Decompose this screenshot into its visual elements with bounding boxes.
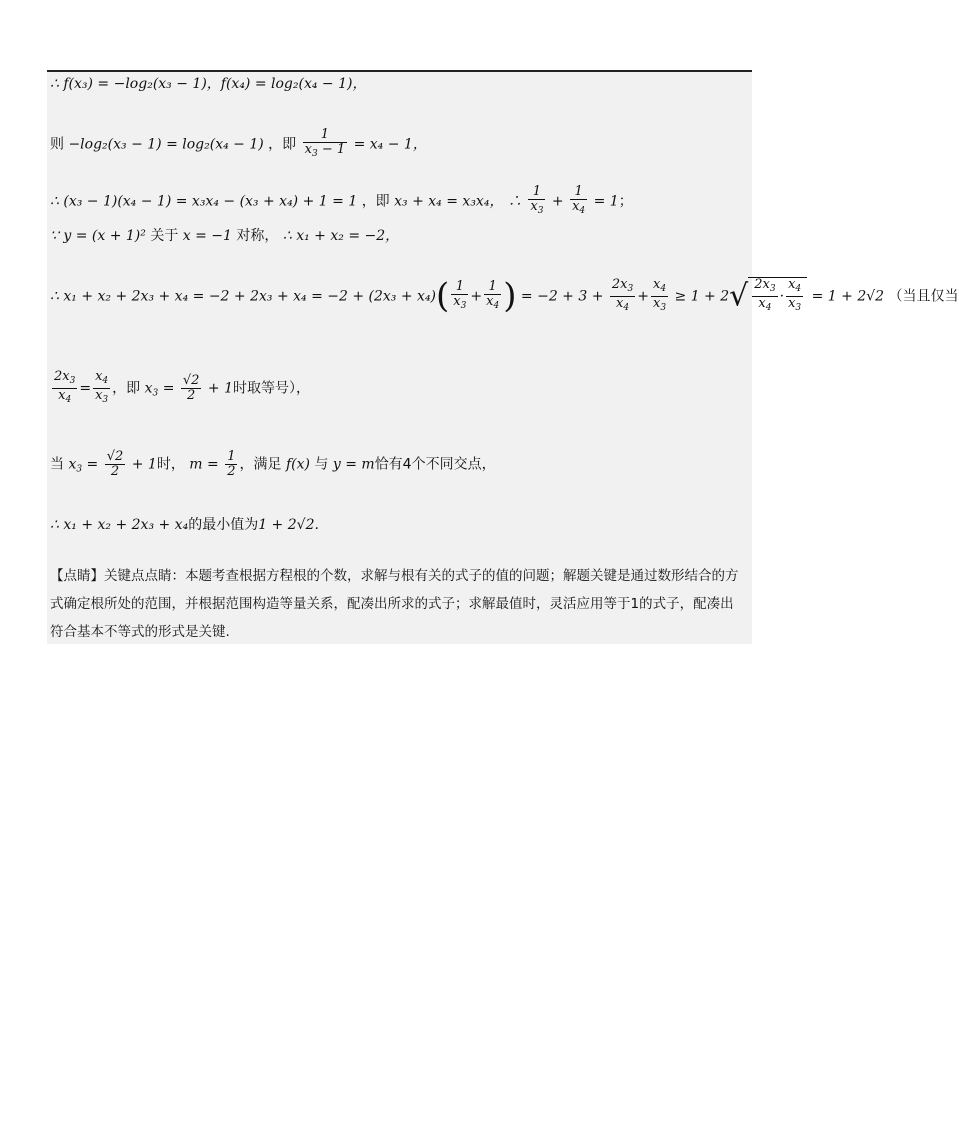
text-four-intersections: 恰有4个不同交点， <box>374 456 496 473</box>
equation-line-8: ∴ x₁ + x₂ + 2x₃ + x₄的最小值为1 + 2√2. <box>50 517 319 533</box>
fraction-1-over-x3: $\frac{1}{x_3}$ <box>530 184 544 216</box>
text-time: 时， <box>156 456 185 473</box>
fraction-x4-over-x3: $\frac{x_4}{x_3}$ <box>652 276 667 313</box>
fraction-1-over-x4: $\frac{1}{x_4}$ <box>486 278 500 311</box>
fraction-1-over-2: $\frac{1}{2}$ <box>227 449 236 479</box>
sqrt-product: $\frac{2x_3}{x_4}$ · $\frac{x_4}{x_3}$ <box>748 277 807 315</box>
text-satisfies: ，满足 <box>239 456 282 473</box>
eq-answer: 1 + 2√2 <box>258 517 315 533</box>
text-about: 关于 <box>150 228 179 244</box>
eq-sum-equals-product: x₃ + x₄ = x₃x₄ <box>394 193 490 210</box>
eq-axis: x = −1 <box>182 228 232 244</box>
fraction-1-over-x3-minus-1: $\frac{1}{x_3 - 1}$ <box>304 127 346 159</box>
equation-line-4 <box>50 228 399 245</box>
text-min-value-is: 的最小值为 <box>188 517 259 533</box>
equation-line-1 <box>50 76 366 93</box>
fraction-2x3-over-x4: $\frac{2x_3}{x_4}$ <box>54 369 76 405</box>
equation-line-6: $\frac{2x_3}{x_4}$ = $\frac{x_4}{x_3}$ ，即 $x_3$ = $\frac{√2}{2}$ + 1时取等号）， <box>54 369 310 405</box>
text-symmetric: 对称， <box>236 228 279 244</box>
fraction-x4-over-x3: $\frac{x_4}{x_3}$ <box>95 369 109 405</box>
text-ie: ，即 <box>112 380 141 397</box>
equation-line-3: ∴ (x₃ − 1)(x₄ − 1) = x₃x₄ − (x₃ + x₄) + 1 = 1 ，即 x₃ + x₄ = x₃x₄， ∴ $\frac{1}{x_3}$ + $\frac{1}{x_4}$ = 1； <box>50 184 633 216</box>
eq-target-sum: ∴ x₁ + x₂ + 2x₃ + x₄ <box>50 517 189 533</box>
eq-min-value: = 1 + 2√2 <box>811 288 885 305</box>
key-point-note: 【点睛】关键点点睛：本题考查根据方程根的个数，求解与根有关的式子的值的问题；解题关键是通过数形结合的方式确定根所处的范围，并根据范围构造等量关系，配凑出所求的式子；求解最值时，灵活应用等于1的式子，配凑出符合基本不等式的形式是关键. <box>50 568 739 640</box>
text-ie: ，即 <box>268 136 297 153</box>
eq-expand: = −2 + 3 + <box>520 288 604 305</box>
text-then: 则 <box>50 136 64 153</box>
text-ie: ，即 <box>361 193 390 210</box>
text-iff: （当且仅当 <box>888 288 959 305</box>
eq-f-x3-x4: ∴ f(x₃) = −log₂(x₃ − 1)，f(x₄) = log₂(x₄ − 1)， <box>50 76 367 92</box>
text-semicolon: ； <box>618 193 633 210</box>
eq-y-equals-m: y = m <box>332 456 375 473</box>
eq-sum-rewrite: ∴ x₁ + x₂ + 2x₃ + x₄ = −2 + 2x₃ + x₄ = −2 + (2x₃ + x₄) <box>50 288 437 305</box>
fraction-1-over-x3: $\frac{1}{x_3}$ <box>453 278 467 311</box>
equation-line-2 <box>50 128 427 161</box>
top-rule <box>47 70 752 72</box>
fraction-sqrt2-over-2: $\frac{√2}{2}$ <box>106 449 124 479</box>
eq-x1-plus-x2: ∴ x₁ + x₂ = −2， <box>282 228 400 244</box>
eq-parabola: ∵ y = (x + 1)² <box>50 228 146 244</box>
eq-product-expansion: ∴ (x₃ − 1)(x₄ − 1) = x₃x₄ − (x₃ + x₄) + 1 = 1 <box>50 193 358 210</box>
text-and: 与 <box>314 456 329 473</box>
eq-amgm: ≥ 1 + 2 <box>674 288 730 305</box>
text-equality-holds: 时取等号）， <box>233 380 310 397</box>
fraction-sqrt2-over-2: $\frac{√2}{2}$ <box>182 373 200 403</box>
text-when: 当 <box>50 456 64 473</box>
eq-fx: f(x) <box>285 456 310 473</box>
fraction-2x3-over-x4: $\frac{2x_3}{x_4}$ <box>611 276 634 313</box>
equation-line-5: ∴ x₁ + x₂ + 2x₃ + x₄ = −2 + 2x₃ + x₄ = −2 + (2x₃ + x₄)( $\frac{1}{x_3}$ + $\frac{1}{x_4}$ ) = −2 + 3 + $\frac{2x_3}{x_4}$ + $\frac{x_4}{x_3}$ ≥ 1 + 2√ $\frac{2x_3}{x_4}$ · $\frac{x_4}{x_3}$ = 1 + 2√2 （当且仅当 <box>50 276 959 316</box>
eq-log-equal: −log₂(x₃ − 1) = log₂(x₄ − 1) <box>68 136 264 153</box>
fraction-1-over-x4: $\frac{1}{x_4}$ <box>572 184 586 216</box>
equation-line-7: 当 $x_3$ = $\frac{√2}{2}$ + 1时， m = $\frac{1}{2}$ ，满足 f(x) 与 y = m恰有4个不同交点， <box>50 449 496 479</box>
eq-x4-minus-1: = x₄ − 1， <box>353 136 427 153</box>
